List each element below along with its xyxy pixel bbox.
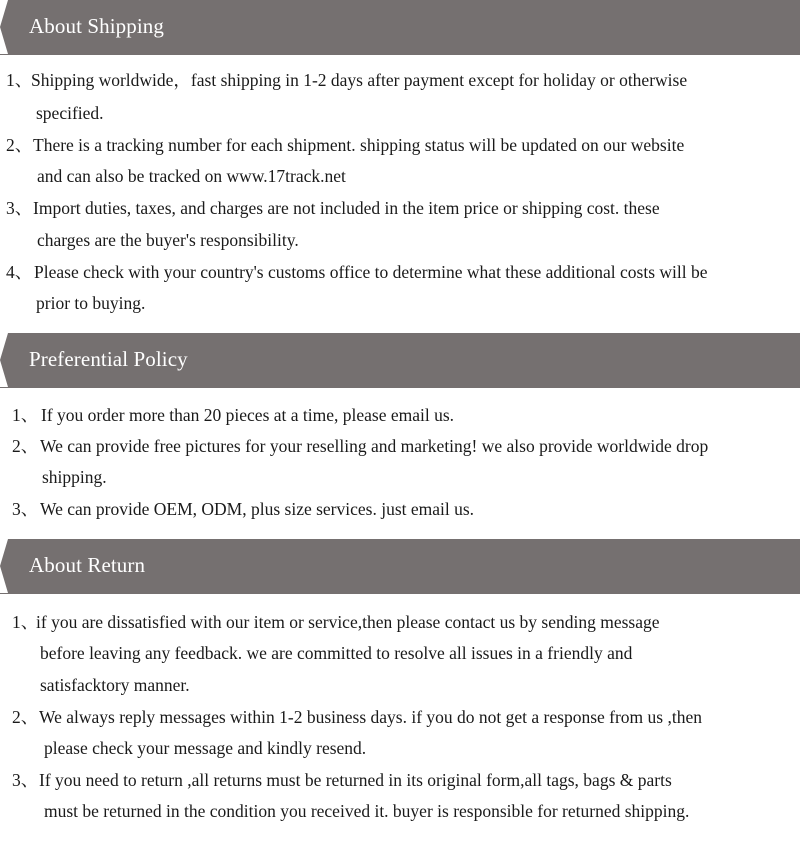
shipping-item-3-number: 3、 (6, 198, 33, 218)
preferential-policy-header (0, 333, 800, 388)
shipping-item-4-line-2: prior to buying. (36, 293, 146, 313)
section-title: About Return (29, 553, 146, 577)
shipping-item-2-number: 2、 (6, 135, 33, 155)
return-item-2-number: 2、 (12, 707, 39, 727)
return-item-3-line-2: must be returned in the condition you received it. buyer is responsible for returned shipping. (44, 801, 690, 821)
return-item-1-number: 1、 (12, 612, 39, 632)
about-shipping-header (0, 0, 800, 55)
about-return-header (0, 539, 800, 594)
shipping-item-4-line-1: Please check with your country's customs office to determine what these additional costs will be (34, 262, 708, 282)
shipping-item-3-line-1: Import duties, taxes, and charges are not included in the item price or shipping cost. these (33, 198, 660, 218)
banner-notch (0, 539, 8, 593)
policy-item-1-line-1: If you order more than 20 pieces at a time, please email us. (41, 405, 455, 425)
banner-notch (0, 0, 8, 54)
return-item-1-line-1: if you are dissatisfied with our item or service,then please contact us by sending message (36, 612, 660, 632)
return-item-1-line-3: satisfacktory manner. (40, 675, 190, 695)
shipping-item-1-number: 1、 (6, 70, 33, 90)
policy-item-2-number: 2、 (12, 436, 39, 456)
policy-item-3-line-1: We can provide OEM, ODM, plus size services. just email us. (40, 499, 475, 519)
shipping-item-1-line-2: specified. (36, 103, 104, 123)
return-item-1-line-2: before leaving any feedback. we are committed to resolve all issues in a friendly and (40, 643, 633, 663)
policy-item-1-number: 1、 (12, 405, 39, 425)
return-item-3-line-1: If you need to return ,all returns must be returned in its original form,all tags, bags & parts (39, 770, 672, 790)
shipping-item-3-line-2: charges are the buyer's responsibility. (37, 230, 299, 250)
return-item-2-line-2: please check your message and kindly resend. (44, 738, 367, 758)
section-title: Preferential Policy (29, 347, 188, 371)
policy-item-2-line-1: We can provide free pictures for your reselling and marketing! we also provide worldwide drop (40, 436, 709, 456)
banner-notch (0, 333, 8, 387)
policy-item-2-line-2: shipping. (42, 467, 107, 487)
policy-item-3-number: 3、 (12, 499, 39, 519)
shipping-item-2-line-2: and can also be tracked on www.17track.net (37, 166, 346, 186)
shipping-item-1-line-1: Shipping worldwide，fast shipping in 1-2 days after payment except for holiday or otherwise (31, 70, 688, 90)
section-title: About Shipping (29, 14, 164, 38)
shipping-item-4-number: 4、 (6, 262, 33, 282)
shipping-item-2-line-1: There is a tracking number for each shipment. shipping status will be updated on our website (33, 135, 685, 155)
return-item-2-line-1: We always reply messages within 1-2 business days. if you do not get a response from us ,then (39, 707, 702, 727)
return-item-3-number: 3、 (12, 770, 39, 790)
